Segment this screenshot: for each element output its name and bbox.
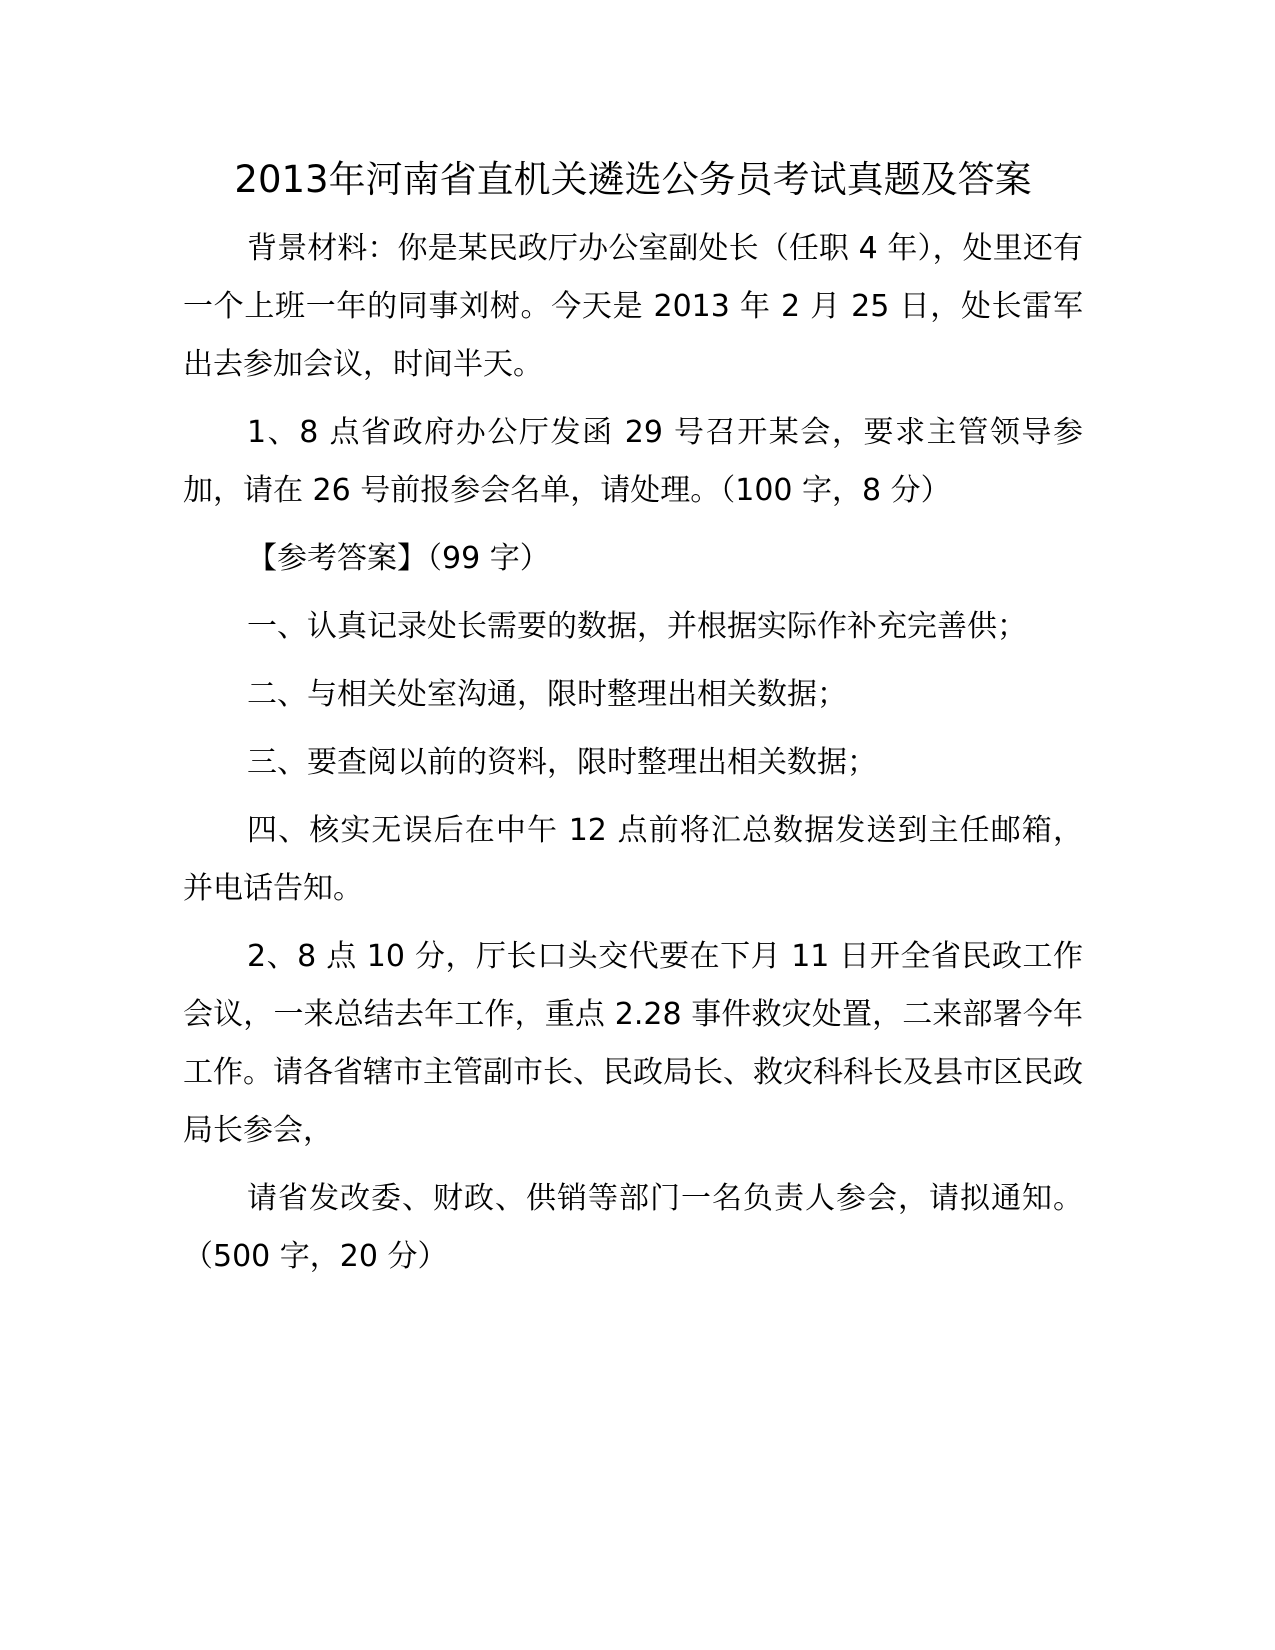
answer-item-4: 四、核实无误后在中午 12 点前将汇总数据发送到主任邮箱，并电话告知。 — [183, 813, 1083, 906]
background-paragraph: 背景材料：你是某民政厅办公室副处长（任职 4 年），处里还有一个上班一年的同事刘树。今天是 2013 年 2 月 25 日，处长雷军出去参加会议，时间半天。 — [183, 231, 1083, 382]
question-1: 1、8 点省政府办公厅发函 29 号召开某会，要求主管领导参加，请在 26 号前报参会名单，请处理。（100 字，8 分） — [183, 415, 1083, 508]
question-2: 2、8 点 10 分，厅长口头交代要在下月 11 日开全省民政工作会议，一来总结去年工作，重点 2.28 事件救灾处置，二来部署今年工作。请各省辖市主管副市长、民政局长、救灾科科长及县市区民政局长参会， — [183, 939, 1083, 1148]
answer-item-2: 二、与相关处室沟通，限时整理出相关数据； — [247, 677, 847, 712]
reference-answer-heading: 【参考答案】（99 字） — [247, 541, 550, 576]
answer-item-3: 三、要查阅以前的资料，限时整理出相关数据； — [247, 745, 877, 780]
document-title: 2013年河南省直机关遴选公务员考试真题及答案 — [234, 158, 1032, 201]
question-2-continued: 请省发改委、财政、供销等部门一名负责人参会，请拟通知。（500 字，20 分） — [183, 1181, 1083, 1274]
document-page — [183, 150, 1083, 1286]
answer-item-1: 一、认真记录处长需要的数据，并根据实际作补充完善供； — [247, 609, 1027, 644]
